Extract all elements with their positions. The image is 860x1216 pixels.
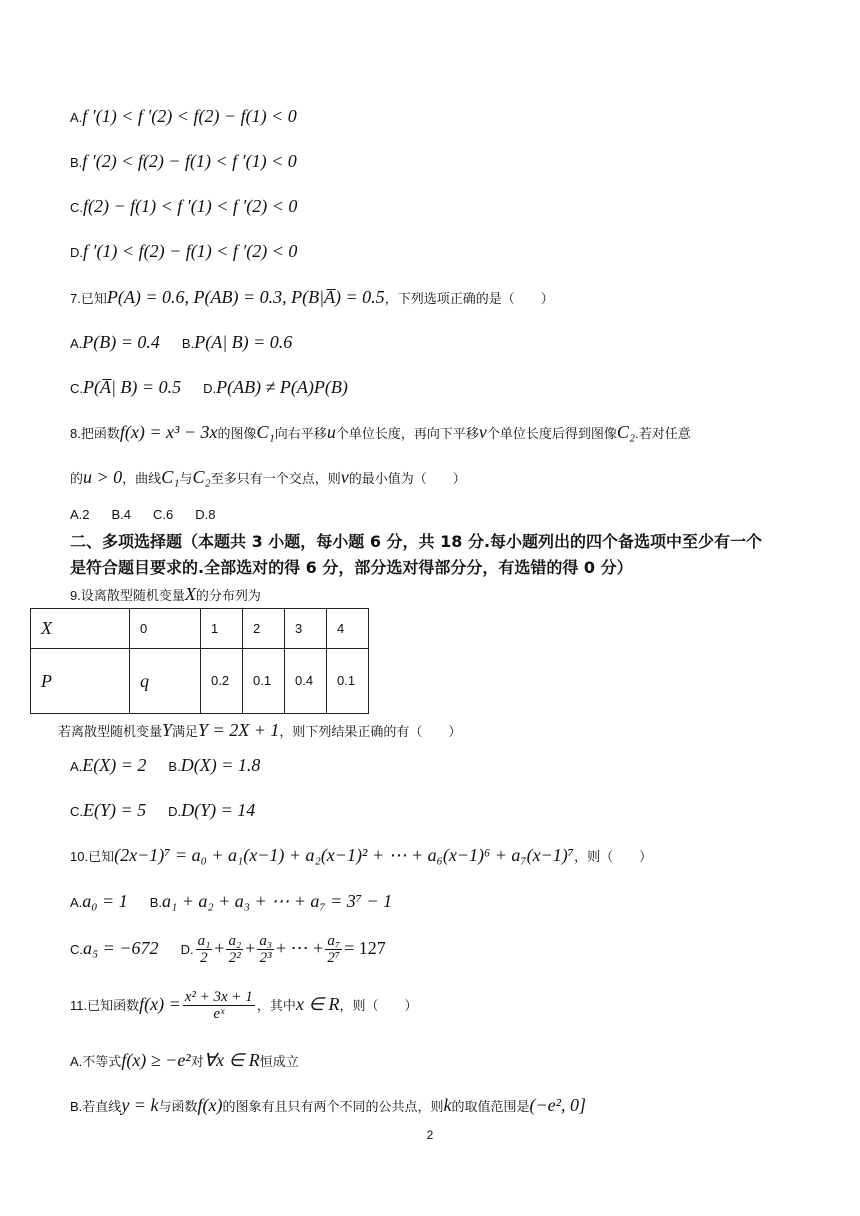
math-symbol: Y xyxy=(162,720,173,740)
question-number: 8. xyxy=(70,426,81,441)
math-expression: ∀x ∈ R xyxy=(203,1050,260,1070)
stem-text: 对 xyxy=(190,1054,204,1069)
fraction-numerator: a₇ xyxy=(327,933,341,949)
option-label: B. xyxy=(70,1099,83,1114)
math-expression: a₅ = −672 xyxy=(83,938,159,958)
q9-condition xyxy=(58,718,461,744)
q9-options-ab xyxy=(70,753,260,779)
math-expression: P(A| B) = 0.6 xyxy=(194,332,293,352)
option-label: C. xyxy=(70,942,83,957)
stem-text: 个单位长度后得到图像 xyxy=(486,426,617,441)
option-label: D. xyxy=(203,381,217,396)
stem-text: ，则（ ） xyxy=(339,998,418,1013)
q6-option-d xyxy=(70,239,297,265)
q10-options-cd xyxy=(70,928,386,970)
math-symbol: X xyxy=(184,584,196,604)
stem-text: 个单位长度，再向下平移 xyxy=(335,426,479,441)
question-number: 11. xyxy=(70,998,88,1013)
stem-text: ，曲线 xyxy=(122,471,162,486)
math-expression: E(X) = 2 xyxy=(82,755,147,775)
q11-option-a xyxy=(70,1048,299,1074)
option-label: C. xyxy=(70,381,83,396)
math-symbol: C₂ xyxy=(616,422,636,442)
option-label: A. xyxy=(70,1054,83,1069)
math-expression: f ′(2) < f(2) − f(1) < f ′(1) < 0 xyxy=(82,151,297,171)
math-expression: u > 0 xyxy=(83,467,123,487)
math-expression: P(AB) ≠ P(A)P(B) xyxy=(216,377,348,397)
stem-text: 的取值范围是 xyxy=(451,1099,530,1114)
option-b: B.4 xyxy=(111,507,132,522)
q9-stem xyxy=(70,582,261,608)
option-label: B. xyxy=(149,895,162,910)
stem-text: 的最小值为（ ） xyxy=(348,471,466,486)
q8-stem-line1 xyxy=(70,420,691,446)
table-cell: q xyxy=(130,649,201,714)
option-d: D.8 xyxy=(195,507,216,522)
option-label: B. xyxy=(70,155,83,170)
stem-text: 满足 xyxy=(172,724,199,739)
fraction-numerator: x² + 3x + 1 xyxy=(184,989,253,1005)
ellipsis-sum: + ⋯ + xyxy=(276,938,324,958)
q6-option-b xyxy=(70,149,297,175)
math-symbol: C₂ xyxy=(192,467,211,487)
math-expression: D(Y) = 14 xyxy=(181,800,256,820)
stem-text: .若对任意 xyxy=(635,426,691,441)
fraction-numerator: a₁ xyxy=(197,933,211,949)
fraction-denominator: eˣ xyxy=(213,1006,225,1022)
fraction-denominator: 2³ xyxy=(259,950,272,966)
table-cell: P xyxy=(31,649,130,714)
option-label: B. xyxy=(168,759,181,774)
stem-text: ，其中 xyxy=(256,998,296,1013)
math-expression: (2x−1)⁷ = a₀ + a₁(x−1) + a₂(x−1)² + ⋯ + a₆(x−1)⁶ + a₇(x−1)⁷ xyxy=(114,845,575,865)
stem-text: 与 xyxy=(179,471,193,486)
stem-text: 的图像 xyxy=(217,426,257,441)
q10-options-ab xyxy=(70,889,392,915)
fraction-denominator: 2 xyxy=(200,950,208,966)
stem-text: 已知 xyxy=(88,849,115,864)
math-expression: a₀ = 1 xyxy=(82,891,128,911)
option-label: B. xyxy=(181,336,195,351)
table-cell: X xyxy=(31,609,130,649)
stem-text: 把函数 xyxy=(80,426,120,441)
section-heading-line2: 是符合题目要求的.全部选对的得 6 分，部分选对得部分分，有选错的得 0 分） xyxy=(70,558,633,577)
table-cell: 0.2 xyxy=(201,649,243,714)
stem-text: 若直线 xyxy=(82,1099,122,1114)
math-expression: P(A̅| B) = 0.5 xyxy=(83,377,182,397)
distribution-table xyxy=(30,608,369,714)
option-label: A. xyxy=(70,759,83,774)
q8-stem-line2 xyxy=(70,465,466,491)
math-symbol: k xyxy=(443,1095,452,1115)
stem-text: 不等式 xyxy=(82,1054,122,1069)
math-expression: x ∈ R xyxy=(295,994,340,1014)
math-expression: E(Y) = 5 xyxy=(83,800,147,820)
q6-option-a xyxy=(70,104,297,130)
option-c: C.6 xyxy=(153,507,174,522)
fraction-denominator: 2⁷ xyxy=(327,950,341,966)
section-heading-line1: 二、多项选择题（本题共 3 小题，每小题 6 分，共 18 分.每小题列出的四个备选项中至少有一个 xyxy=(70,532,763,551)
stem-text: 的分布列为 xyxy=(195,588,261,603)
table-cell: 0 xyxy=(130,609,201,649)
stem-text: ，则下列结果正确的有（ ） xyxy=(279,724,462,739)
math-symbol: v xyxy=(340,467,349,487)
math-expression: (−e², 0] xyxy=(529,1095,586,1115)
option-label: C. xyxy=(70,200,83,215)
fraction xyxy=(257,933,274,966)
page-number: 2 xyxy=(426,1128,434,1142)
math-symbol: C₁ xyxy=(161,467,180,487)
math-expression: y = k xyxy=(121,1095,159,1115)
plus-sign: + xyxy=(214,938,225,958)
option-label: D. xyxy=(180,942,194,957)
q7-options-ab xyxy=(70,330,292,356)
math-expression: a₁ + a₂ + a₃ + ⋯ + a₇ = 3⁷ − 1 xyxy=(162,891,393,911)
option-label: A. xyxy=(70,895,83,910)
math-expression: f(x) ≥ −e² xyxy=(121,1050,191,1070)
math-expression: f(x) = xyxy=(139,994,181,1014)
question-number: 7. xyxy=(70,291,81,306)
stem-text: 设离散型随机变量 xyxy=(80,588,185,603)
fraction xyxy=(196,933,213,966)
q11-stem xyxy=(70,982,418,1028)
option-label: A. xyxy=(70,336,83,351)
fraction-denominator: 2² xyxy=(228,950,241,966)
q9-options-cd xyxy=(70,798,255,824)
math-expression: D(X) = 1.8 xyxy=(180,755,261,775)
fraction-numerator: a₃ xyxy=(259,933,273,949)
stem-text: 已知函数 xyxy=(87,998,140,1013)
q7-stem xyxy=(70,285,554,311)
question-number: 10. xyxy=(70,849,89,864)
math-symbol: v xyxy=(478,422,487,442)
fraction-numerator: a₂ xyxy=(228,933,242,949)
option-label: D. xyxy=(70,245,83,260)
math-symbol: u xyxy=(326,422,336,442)
table-row xyxy=(31,649,369,714)
stem-text: 向右平移 xyxy=(274,426,327,441)
table-cell: 0.1 xyxy=(327,649,369,714)
fraction xyxy=(325,933,342,966)
result: = 127 xyxy=(344,938,386,958)
table-cell: 0.4 xyxy=(285,649,327,714)
option-label: A. xyxy=(70,110,83,125)
option-a: A.2 xyxy=(70,507,90,522)
stem-text: 的图象有且只有两个不同的公共点，则 xyxy=(222,1099,444,1114)
math-expression: f ′(1) < f(2) − f(1) < f ′(2) < 0 xyxy=(83,241,298,261)
q11-option-b xyxy=(70,1093,586,1119)
table-cell: 0.1 xyxy=(243,649,285,714)
stem-text: 的 xyxy=(70,471,84,486)
table-header-row xyxy=(31,609,369,649)
question-number: 9. xyxy=(70,588,81,603)
stem-text: ，下列选项正确的是（ ） xyxy=(384,291,554,306)
stem-text: ，则（ ） xyxy=(574,849,653,864)
fraction xyxy=(226,933,243,966)
table-cell: 4 xyxy=(327,609,369,649)
math-expression: P(B) = 0.4 xyxy=(82,332,160,352)
fraction xyxy=(183,989,255,1022)
math-symbol: C₁ xyxy=(256,422,275,442)
math-expression: f(x) xyxy=(197,1095,223,1115)
stem-text: 已知 xyxy=(80,291,107,306)
table-cell: 2 xyxy=(243,609,285,649)
math-expression: f(x) = x³ − 3x xyxy=(119,422,218,442)
option-label: D. xyxy=(168,804,182,819)
q7-options-cd xyxy=(70,375,348,401)
math-expression: Y = 2X + 1 xyxy=(198,720,280,740)
math-expression: f(2) − f(1) < f ′(1) < f ′(2) < 0 xyxy=(83,196,298,216)
stem-text: 若离散型随机变量 xyxy=(58,724,163,739)
math-expression: f ′(1) < f ′(2) < f(2) − f(1) < 0 xyxy=(82,106,297,126)
plus-sign: + xyxy=(245,938,256,958)
option-label: C. xyxy=(70,804,83,819)
stem-text: 与函数 xyxy=(158,1099,198,1114)
table-cell: 1 xyxy=(201,609,243,649)
q10-stem xyxy=(70,843,652,869)
math-expression: P(A) = 0.6, P(AB) = 0.3, P(B|A̅) = 0.5 xyxy=(106,287,385,307)
stem-text: 至多只有一个交点，则 xyxy=(210,471,341,486)
q8-options xyxy=(70,503,216,527)
q6-option-c xyxy=(70,194,297,220)
stem-text: 恒成立 xyxy=(259,1054,299,1069)
table-cell: 3 xyxy=(285,609,327,649)
